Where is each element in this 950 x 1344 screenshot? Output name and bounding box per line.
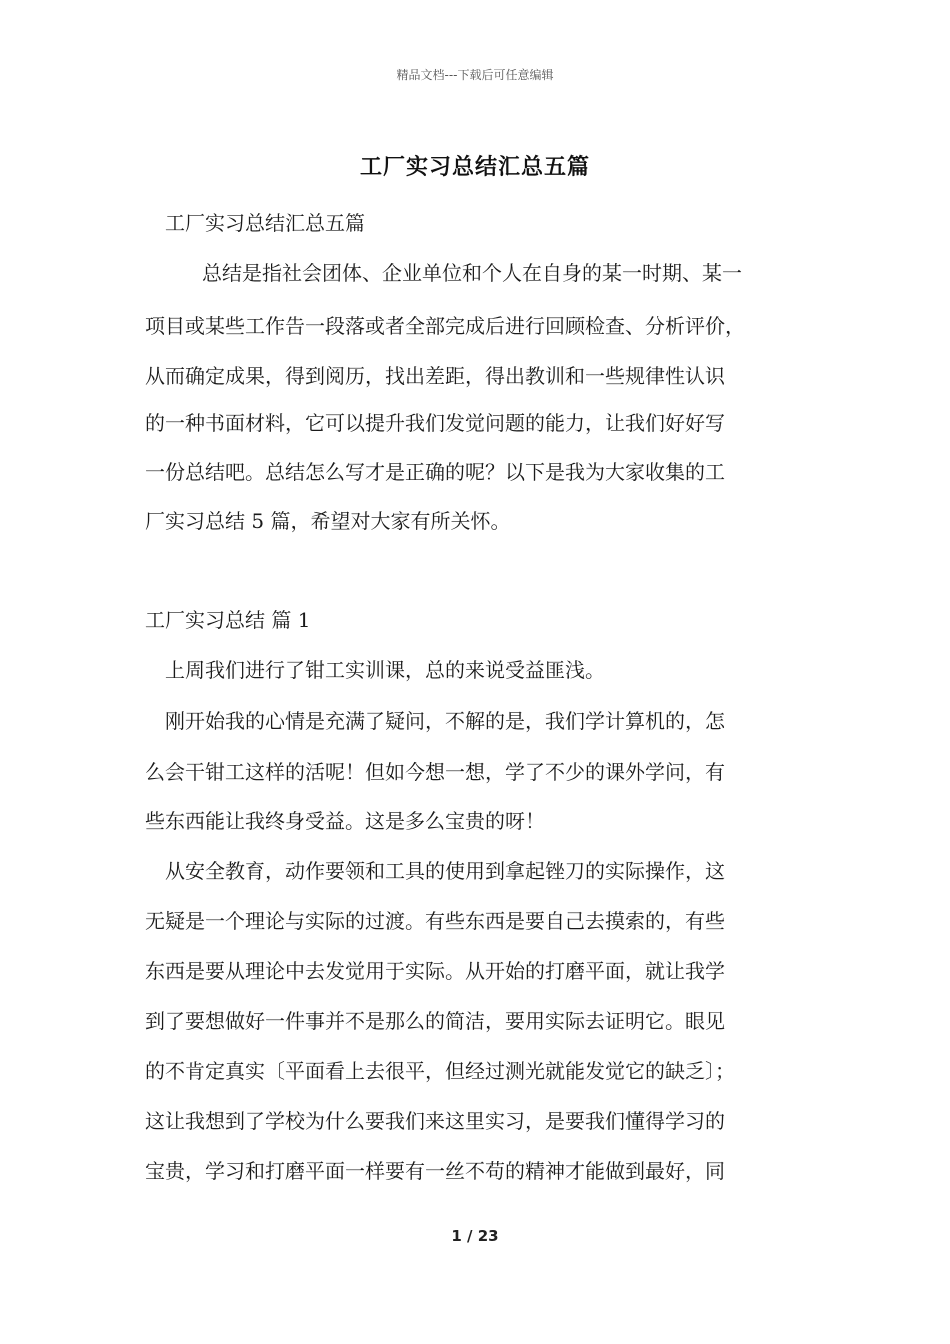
paragraph-line: 这让我想到了学校为什么要我们来这里实习，是要我们懂得学习的 bbox=[145, 1109, 725, 1133]
paragraph-line: 么会干钳工这样的活呢！但如今想一想，学了不少的课外学问，有 bbox=[145, 760, 725, 784]
paragraph-line: 总结是指社会团体、企业单位和个人在自身的某一时期、某一 bbox=[202, 261, 742, 285]
paragraph-line: 一份总结吧。总结怎么写才是正确的呢？以下是我为大家收集的工 bbox=[145, 460, 725, 484]
subtitle-line: 工厂实习总结汇总五篇 bbox=[165, 211, 365, 235]
paragraph-line: 项目或某些工作告一段落或者全部完成后进行回顾检查、分析评价， bbox=[145, 314, 745, 338]
paragraph-line: 的不肯定真实〔平面看上去很平，但经过测光就能发觉它的缺乏〕； bbox=[145, 1059, 735, 1083]
paragraph-line: 到了要想做好一件事并不是那么的简洁，要用实际去证明它。眼见 bbox=[145, 1009, 725, 1033]
paragraph-line: 上周我们进行了钳工实训课，总的来说受益匪浅。 bbox=[165, 658, 605, 682]
header-note: 精品文档---下载后可任意编辑 bbox=[396, 68, 554, 82]
page-number: 1 / 23 bbox=[451, 1227, 499, 1245]
paragraph-line: 刚开始我的心情是充满了疑问，不解的是，我们学计算机的，怎 bbox=[165, 709, 725, 733]
section-heading: 工厂实习总结 篇 1 bbox=[145, 608, 311, 632]
paragraph-line: 宝贵，学习和打磨平面一样要有一丝不苟的精神才能做到最好，同 bbox=[145, 1159, 725, 1183]
paragraph-line: 无疑是一个理论与实际的过渡。有些东西是要自己去摸索的，有些 bbox=[145, 909, 725, 933]
paragraph-line: 从安全教育，动作要领和工具的使用到拿起锉刀的实际操作，这 bbox=[165, 859, 725, 883]
paragraph-line: 的一种书面材料，它可以提升我们发觉问题的能力，让我们好好写 bbox=[145, 411, 725, 435]
paragraph-line: 从而确定成果，得到阅历，找出差距，得出教训和一些规律性认识 bbox=[145, 364, 725, 388]
document-title: 工厂实习总结汇总五篇 bbox=[359, 154, 590, 180]
paragraph-line: 东西是要从理论中去发觉用于实际。从开始的打磨平面，就让我学 bbox=[145, 959, 725, 983]
paragraph-line: 些东西能让我终身受益。这是多么宝贵的呀！ bbox=[145, 809, 545, 833]
paragraph-line: 厂实习总结 5 篇，希望对大家有所关怀。 bbox=[145, 509, 511, 533]
